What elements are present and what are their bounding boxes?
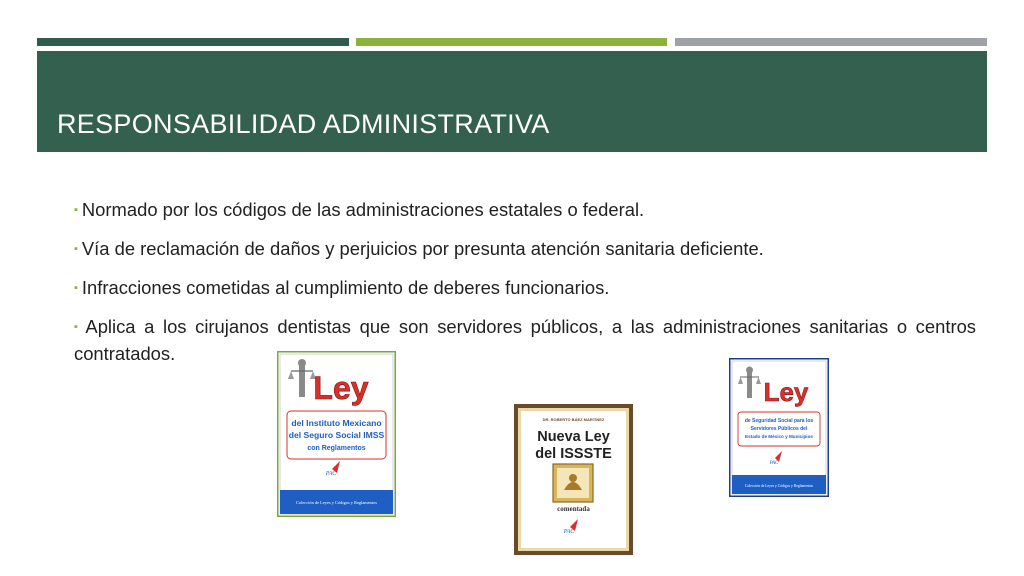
book-title-line: Nueva Ley — [537, 429, 610, 445]
book-collection: Colección de Leyes y Códigos y Reglamentos — [296, 500, 377, 505]
bullet-text: Normado por los códigos de las administraciones estatales o federal. — [81, 199, 645, 220]
book-cover-ley-issste — [514, 404, 633, 555]
book-collection: Colección de Leyes y Códigos y Reglamentos — [744, 484, 814, 488]
book-publisher: PAC — [769, 461, 779, 466]
bullet-item — [74, 276, 976, 303]
book-publisher: PAC — [563, 529, 575, 535]
title-banner — [37, 51, 987, 152]
book-subtitle-line: Estado de México y Municipios — [745, 434, 813, 439]
book-cover-ley-seguridad-social — [729, 358, 829, 497]
bullet-text: Aplica a los cirujanos dentistas que son servidores públicos, a las administraciones sanitarias o centros contratados. — [74, 316, 976, 364]
book-subtitle-line: Servidores Públicos del — [750, 426, 808, 432]
bullet-item — [74, 198, 976, 225]
bullet-icon: ▪ — [74, 204, 78, 216]
bullet-item — [74, 315, 976, 366]
book-subtitle-line: con Reglamentos — [307, 445, 366, 452]
book-title-line: del ISSSTE — [535, 446, 612, 462]
book-title: Ley — [313, 370, 369, 406]
bullet-icon: ▪ — [74, 243, 78, 255]
book-subtitle-line: del Seguro Social IMSS — [288, 430, 385, 440]
bullet-icon: ▪ — [74, 321, 82, 333]
book-title: Ley — [763, 377, 809, 407]
bullet-text: Vía de reclamación de daños y perjuicios por presunta atención sanitaria deficiente. — [81, 238, 764, 259]
accent-bar-green — [356, 38, 667, 46]
bullet-text: Infracciones cometidas al cumplimiento de deberes funcionarios. — [81, 277, 610, 298]
book-publisher: PAC — [325, 471, 337, 477]
bullet-item — [74, 237, 976, 264]
bullet-list — [74, 198, 976, 378]
issste-emblem-icon — [553, 464, 593, 502]
book-cover-ley-imss — [277, 351, 396, 517]
book-author: DR. ROBERTO BÁEZ MARTÍNEZ — [542, 417, 605, 422]
book-subtitle: comentada — [557, 505, 590, 513]
accent-bar-dark — [37, 38, 349, 46]
book-subtitle-line: del Instituto Mexicano — [291, 418, 382, 428]
book-subtitle-line: de Seguridad Social para los — [744, 418, 814, 424]
slide-title: RESPONSABILIDAD ADMINISTRATIVA — [57, 109, 550, 139]
bullet-icon: ▪ — [74, 282, 78, 294]
accent-bar-gray — [675, 38, 987, 46]
